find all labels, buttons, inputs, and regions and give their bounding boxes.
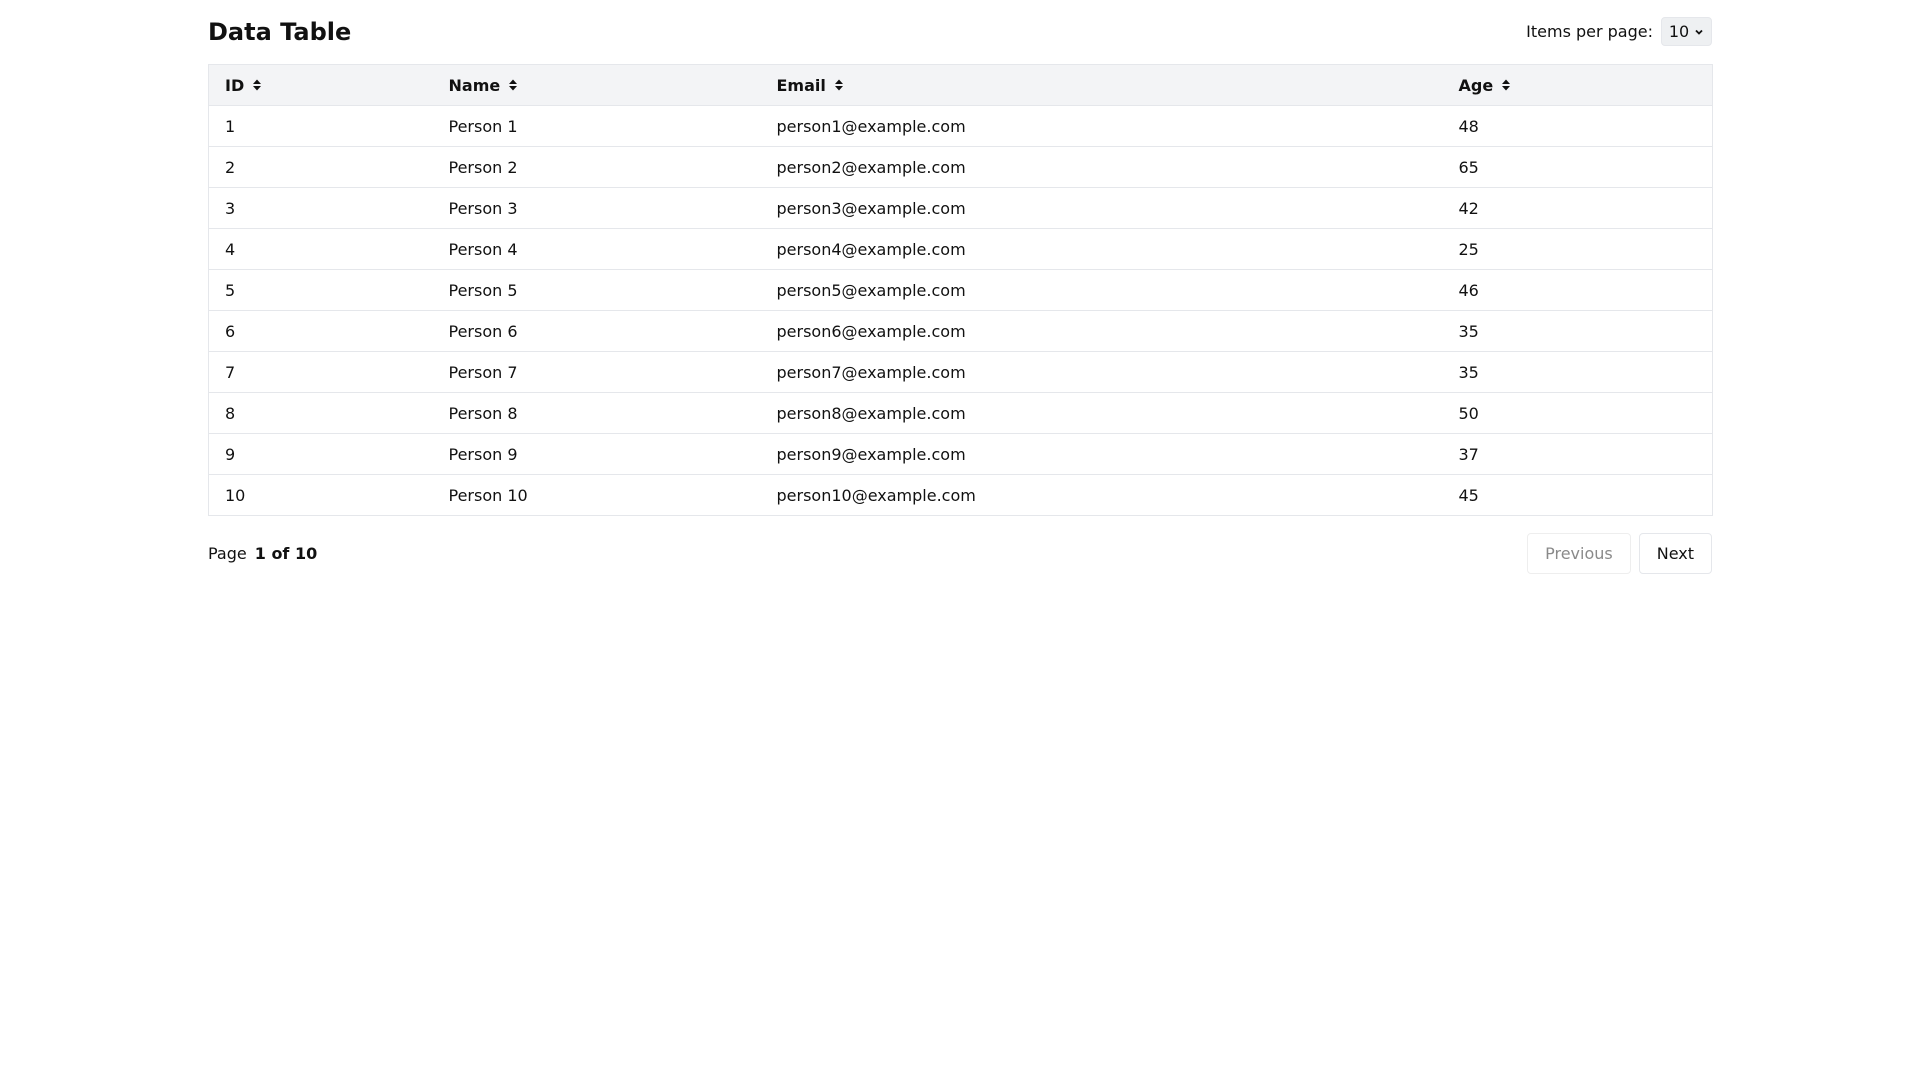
page-indicator	[208, 544, 317, 563]
cell-email: person7@example.com	[761, 352, 1443, 393]
sort-icon	[508, 78, 518, 92]
cell-age: 48	[1443, 106, 1713, 147]
page-status: 1 of 10	[254, 544, 318, 563]
cell-name: Person 9	[433, 434, 761, 475]
top-bar	[208, 0, 1712, 64]
cell-name: Person 2	[433, 147, 761, 188]
cell-name: Person 4	[433, 229, 761, 270]
cell-name: Person 5	[433, 270, 761, 311]
table-row	[209, 270, 1713, 311]
column-header-email[interactable]	[761, 65, 1443, 106]
cell-age: 25	[1443, 229, 1713, 270]
cell-email: person5@example.com	[761, 270, 1443, 311]
cell-id: 7	[209, 352, 433, 393]
cell-id: 10	[209, 475, 433, 516]
column-header-id[interactable]	[209, 65, 433, 106]
cell-age: 46	[1443, 270, 1713, 311]
table-row	[209, 188, 1713, 229]
pagination-bar	[208, 533, 1712, 574]
column-header-label: Email	[776, 75, 826, 95]
cell-name: Person 1	[433, 106, 761, 147]
cell-age: 37	[1443, 434, 1713, 475]
table-row	[209, 475, 1713, 516]
cell-name: Person 10	[433, 475, 761, 516]
table-row	[209, 106, 1713, 147]
cell-name: Person 3	[433, 188, 761, 229]
cell-email: person1@example.com	[761, 106, 1443, 147]
cell-age: 42	[1443, 188, 1713, 229]
cell-age: 65	[1443, 147, 1713, 188]
column-header-label: Name	[448, 75, 501, 95]
data-table	[208, 64, 1713, 516]
cell-email: person10@example.com	[761, 475, 1443, 516]
cell-name: Person 8	[433, 393, 761, 434]
cell-name: Person 7	[433, 352, 761, 393]
cell-age: 45	[1443, 475, 1713, 516]
cell-email: person2@example.com	[761, 147, 1443, 188]
pagination-buttons	[1527, 533, 1712, 574]
column-header-label: ID	[225, 75, 245, 95]
cell-age: 35	[1443, 352, 1713, 393]
items-per-page-label: Items per page:	[1526, 22, 1653, 41]
cell-email: person3@example.com	[761, 188, 1443, 229]
chevron-down-icon	[1694, 27, 1704, 37]
cell-id: 9	[209, 434, 433, 475]
cell-id: 2	[209, 147, 433, 188]
table-row	[209, 147, 1713, 188]
cell-email: person6@example.com	[761, 311, 1443, 352]
cell-id: 4	[209, 229, 433, 270]
column-header-name[interactable]	[433, 65, 761, 106]
data-table-page	[208, 0, 1712, 574]
cell-email: person9@example.com	[761, 434, 1443, 475]
previous-button[interactable]: Previous	[1527, 533, 1631, 574]
cell-id: 5	[209, 270, 433, 311]
column-header-age[interactable]	[1443, 65, 1713, 106]
items-per-page-control	[1526, 17, 1712, 46]
table-row	[209, 311, 1713, 352]
cell-id: 3	[209, 188, 433, 229]
cell-email: person8@example.com	[761, 393, 1443, 434]
table-row	[209, 229, 1713, 270]
items-per-page-value: 10	[1668, 22, 1690, 41]
items-per-page-select[interactable]	[1661, 17, 1712, 46]
cell-id: 6	[209, 311, 433, 352]
cell-name: Person 6	[433, 311, 761, 352]
sort-icon	[1501, 78, 1511, 92]
table-row	[209, 352, 1713, 393]
sort-icon	[834, 78, 844, 92]
next-button[interactable]: Next	[1639, 533, 1712, 574]
cell-email: person4@example.com	[761, 229, 1443, 270]
cell-id: 8	[209, 393, 433, 434]
table-header-row	[209, 65, 1713, 106]
sort-icon	[252, 78, 262, 92]
table-row	[209, 393, 1713, 434]
cell-age: 50	[1443, 393, 1713, 434]
column-header-label: Age	[1458, 75, 1494, 95]
cell-age: 35	[1443, 311, 1713, 352]
cell-id: 1	[209, 106, 433, 147]
page-label: Page	[208, 544, 247, 563]
page-title: Data Table	[208, 17, 352, 46]
table-row	[209, 434, 1713, 475]
